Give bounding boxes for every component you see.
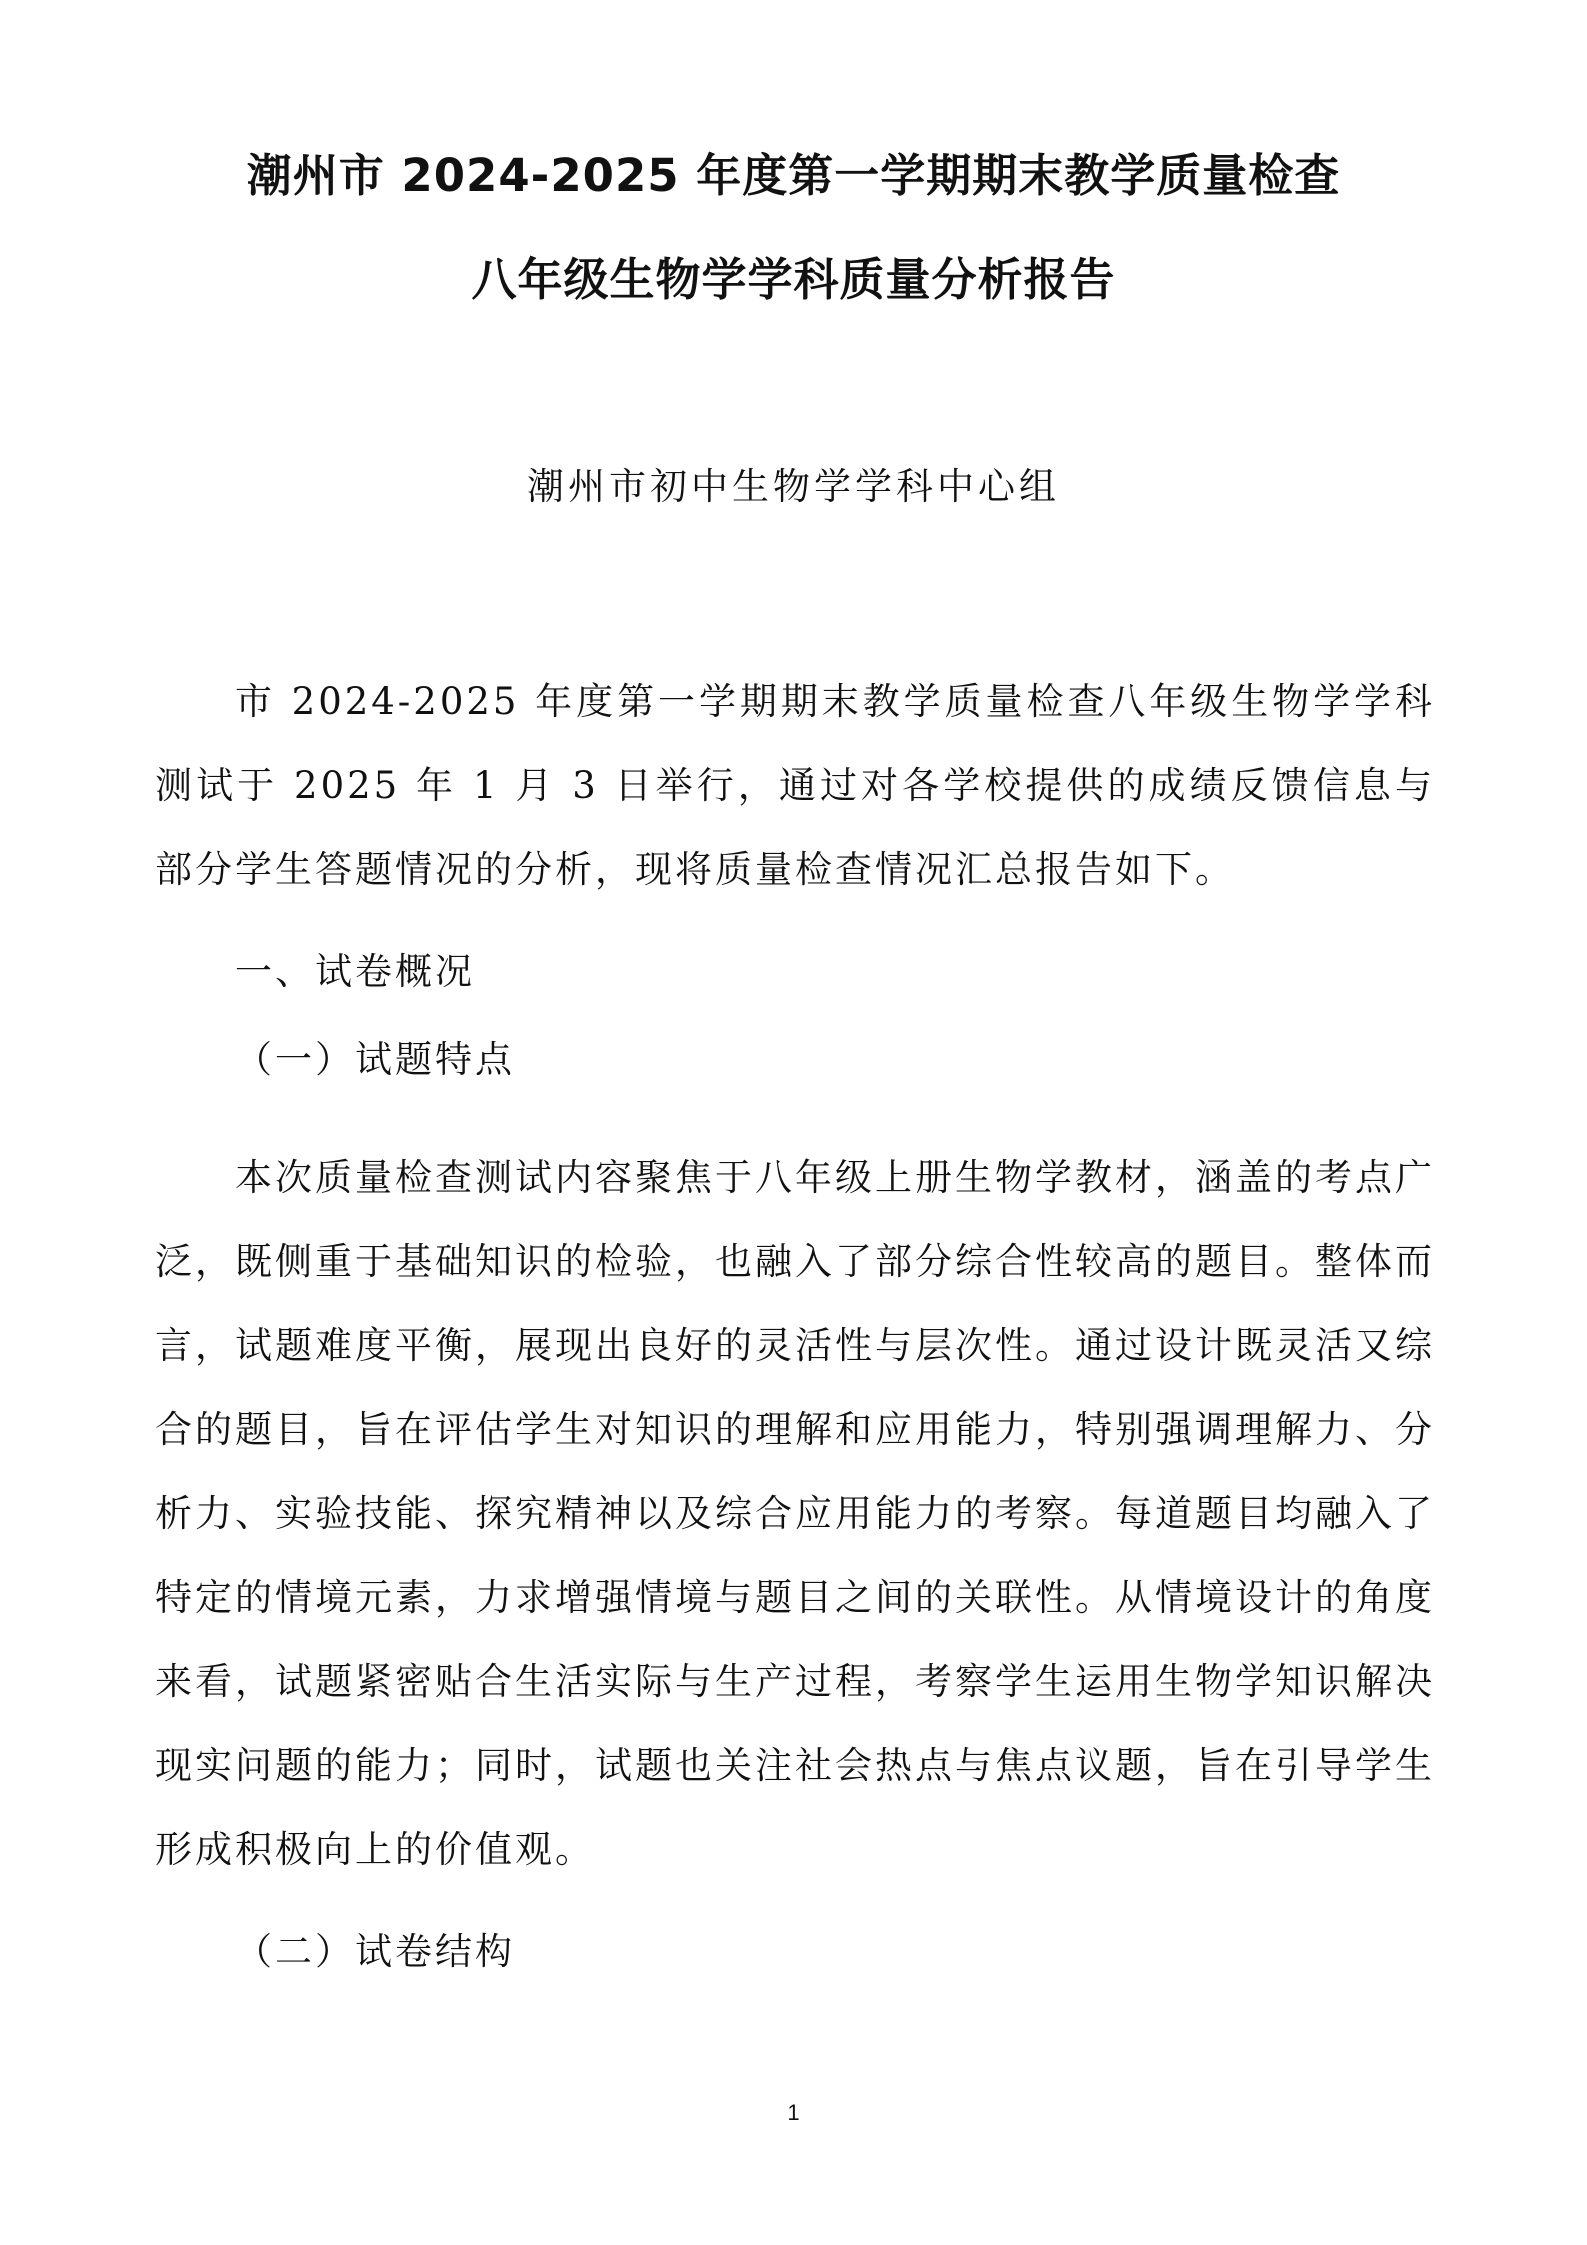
question-features-paragraph: 本次质量检查测试内容聚焦于八年级上册生物学教材，涵盖的考点广泛，既侧重于基础知识的检验，也融入了部分综合性较高的题目。整体而言，试题难度平衡，展现出良好的灵活性与层次性。通过设计既灵活又综合的题目，旨在评估学生对知识的理解和应用能力，特别强调理解力、分析力、实验技能、探究精神以及综合应用能力的考察。每道题目均融入了特定的情境元素，力求增强情境与题目之间的关联性。从情境设计的角度来看，试题紧密贴合生活实际与生产过程，考察学生运用生物学知识解决现实问题的能力；同时，试题也关注社会热点与焦点议题，旨在引导学生形成积极向上的价值观。 — [155, 1156, 1435, 1871]
report-title-line-2: 八年级生物学学科质量分析报告 — [471, 253, 1116, 306]
subsection-heading-question-features: （一）试题特点 — [235, 1038, 515, 1081]
intro-paragraph: 市 2024-2025 年度第一学期期末教学质量检查八年级生物学学科测试于 2025 年 1 月 3 日举行，通过对各学校提供的成绩反馈信息与部分学生答题情况的分析，现将质量检查情况汇总报告如下。 — [155, 680, 1435, 891]
section-heading-paper-overview: 一、试卷概况 — [235, 950, 475, 993]
report-title-line-1: 潮州市 2024-2025 年度第一学期期末教学质量检查 — [246, 149, 1341, 202]
subsection-heading-paper-structure: （二）试卷结构 — [235, 1930, 515, 1973]
author-group: 潮州市初中生物学学科中心组 — [527, 465, 1060, 508]
page-number: 1 — [787, 2100, 800, 2125]
